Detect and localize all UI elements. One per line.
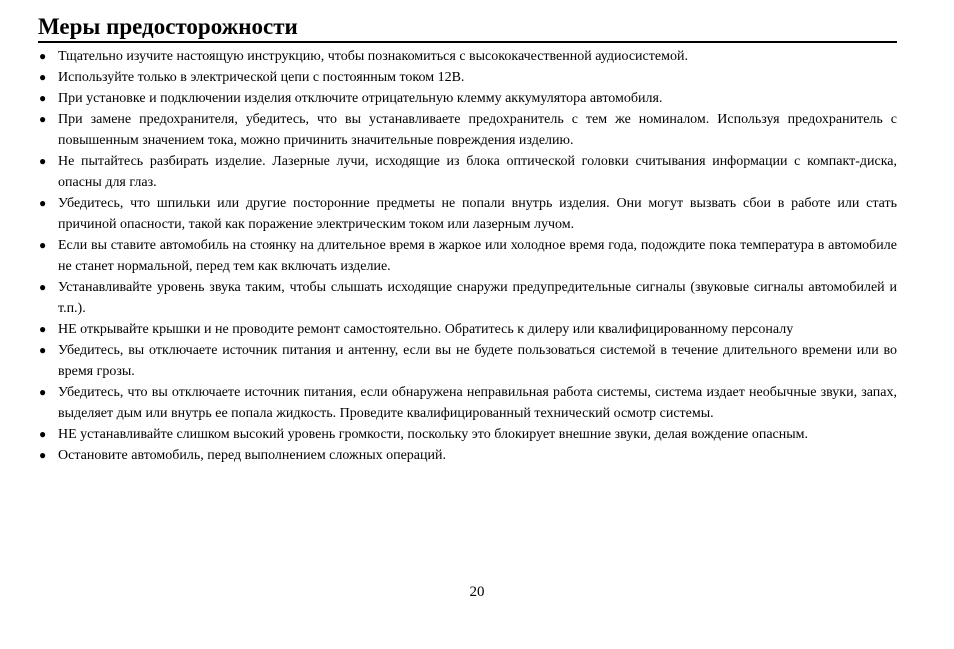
list-item <box>38 235 897 277</box>
list-item <box>38 46 897 67</box>
precautions-list <box>38 46 897 466</box>
list-item <box>38 445 897 466</box>
list-item-text: НЕ открывайте крышки и не проводите ремонт самостоятельно. Обратитесь к дилеру или квалифицированному персоналу <box>58 322 794 337</box>
list-item-text: Устанавливайте уровень звука таким, чтобы слышать исходящие снаружи предупредительные сигналы (звуковые сигналы автомобилей и т.п.). <box>58 280 897 316</box>
list-item-text: НЕ устанавливайте слишком высокий уровень громкости, поскольку это блокирует внешние звуки, делая вождение опасным. <box>58 427 809 442</box>
document-page <box>38 14 897 466</box>
list-item <box>38 424 897 445</box>
bullet-icon: ● <box>39 196 47 210</box>
list-item-text: Убедитесь, что шпильки или другие посторонние предметы не попали внутрь изделия. Они могут вызвать сбои в работе или стать причиной опасности, такой как поражение электрическим током или лазерным лучом. <box>58 196 897 232</box>
list-item <box>38 382 897 424</box>
list-item <box>38 109 897 151</box>
list-item-text: Убедитесь, вы отключаете источник питания и антенну, если вы не будете пользоваться системой в течение длительного времени или во время грозы. <box>58 343 897 379</box>
page-title: Меры предосторожности <box>38 14 897 43</box>
bullet-icon: ● <box>39 70 47 84</box>
bullet-icon: ● <box>39 385 47 399</box>
bullet-icon: ● <box>39 238 47 252</box>
bullet-icon: ● <box>39 154 47 168</box>
list-item <box>38 340 897 382</box>
list-item <box>38 277 897 319</box>
bullet-icon: ● <box>39 49 47 63</box>
bullet-icon: ● <box>39 91 47 105</box>
bullet-icon: ● <box>39 322 47 336</box>
bullet-icon: ● <box>39 112 47 126</box>
list-item <box>38 67 897 88</box>
list-item-text: При замене предохранителя, убедитесь, что вы устанавливаете предохранитель с тем же номиналом. Используя предохранитель с повышенным значением тока, можно причинить значительные повреждения изделию. <box>58 112 897 148</box>
list-item <box>38 319 897 340</box>
list-item <box>38 88 897 109</box>
list-item-text: Убедитесь, что вы отключаете источник питания, если обнаружена неправильная работа системы, система издает необычные звуки, запах, выделяет дым или внутрь ее попала жидкость. Проведите квалифицированный технический осмотр системы. <box>58 385 897 421</box>
list-item-text: Тщательно изучите настоящую инструкцию, чтобы познакомиться с высококачественной аудиосистемой. <box>58 49 688 64</box>
page-number: 20 <box>469 584 485 600</box>
bullet-icon: ● <box>39 343 47 357</box>
list-item-text: При установке и подключении изделия отключите отрицательную клемму аккумулятора автомобиля. <box>58 91 663 106</box>
bullet-icon: ● <box>39 280 47 294</box>
list-item-text: Не пытайтесь разбирать изделие. Лазерные лучи, исходящие из блока оптической головки считывания информации с компакт-диска, опасны для глаз. <box>58 154 897 190</box>
list-item-text: Используйте только в электрической цепи с постоянным током 12В. <box>58 70 465 85</box>
bullet-icon: ● <box>39 448 47 462</box>
list-item <box>38 151 897 193</box>
bullet-icon: ● <box>39 427 47 441</box>
list-item-text: Остановите автомобиль, перед выполнением сложных операций. <box>58 448 446 463</box>
list-item <box>38 193 897 235</box>
list-item-text: Если вы ставите автомобиль на стоянку на длительное время в жаркое или холодное время года, подождите пока температура в автомобиле не станет нормальной, перед тем как включать изделие. <box>58 238 897 274</box>
